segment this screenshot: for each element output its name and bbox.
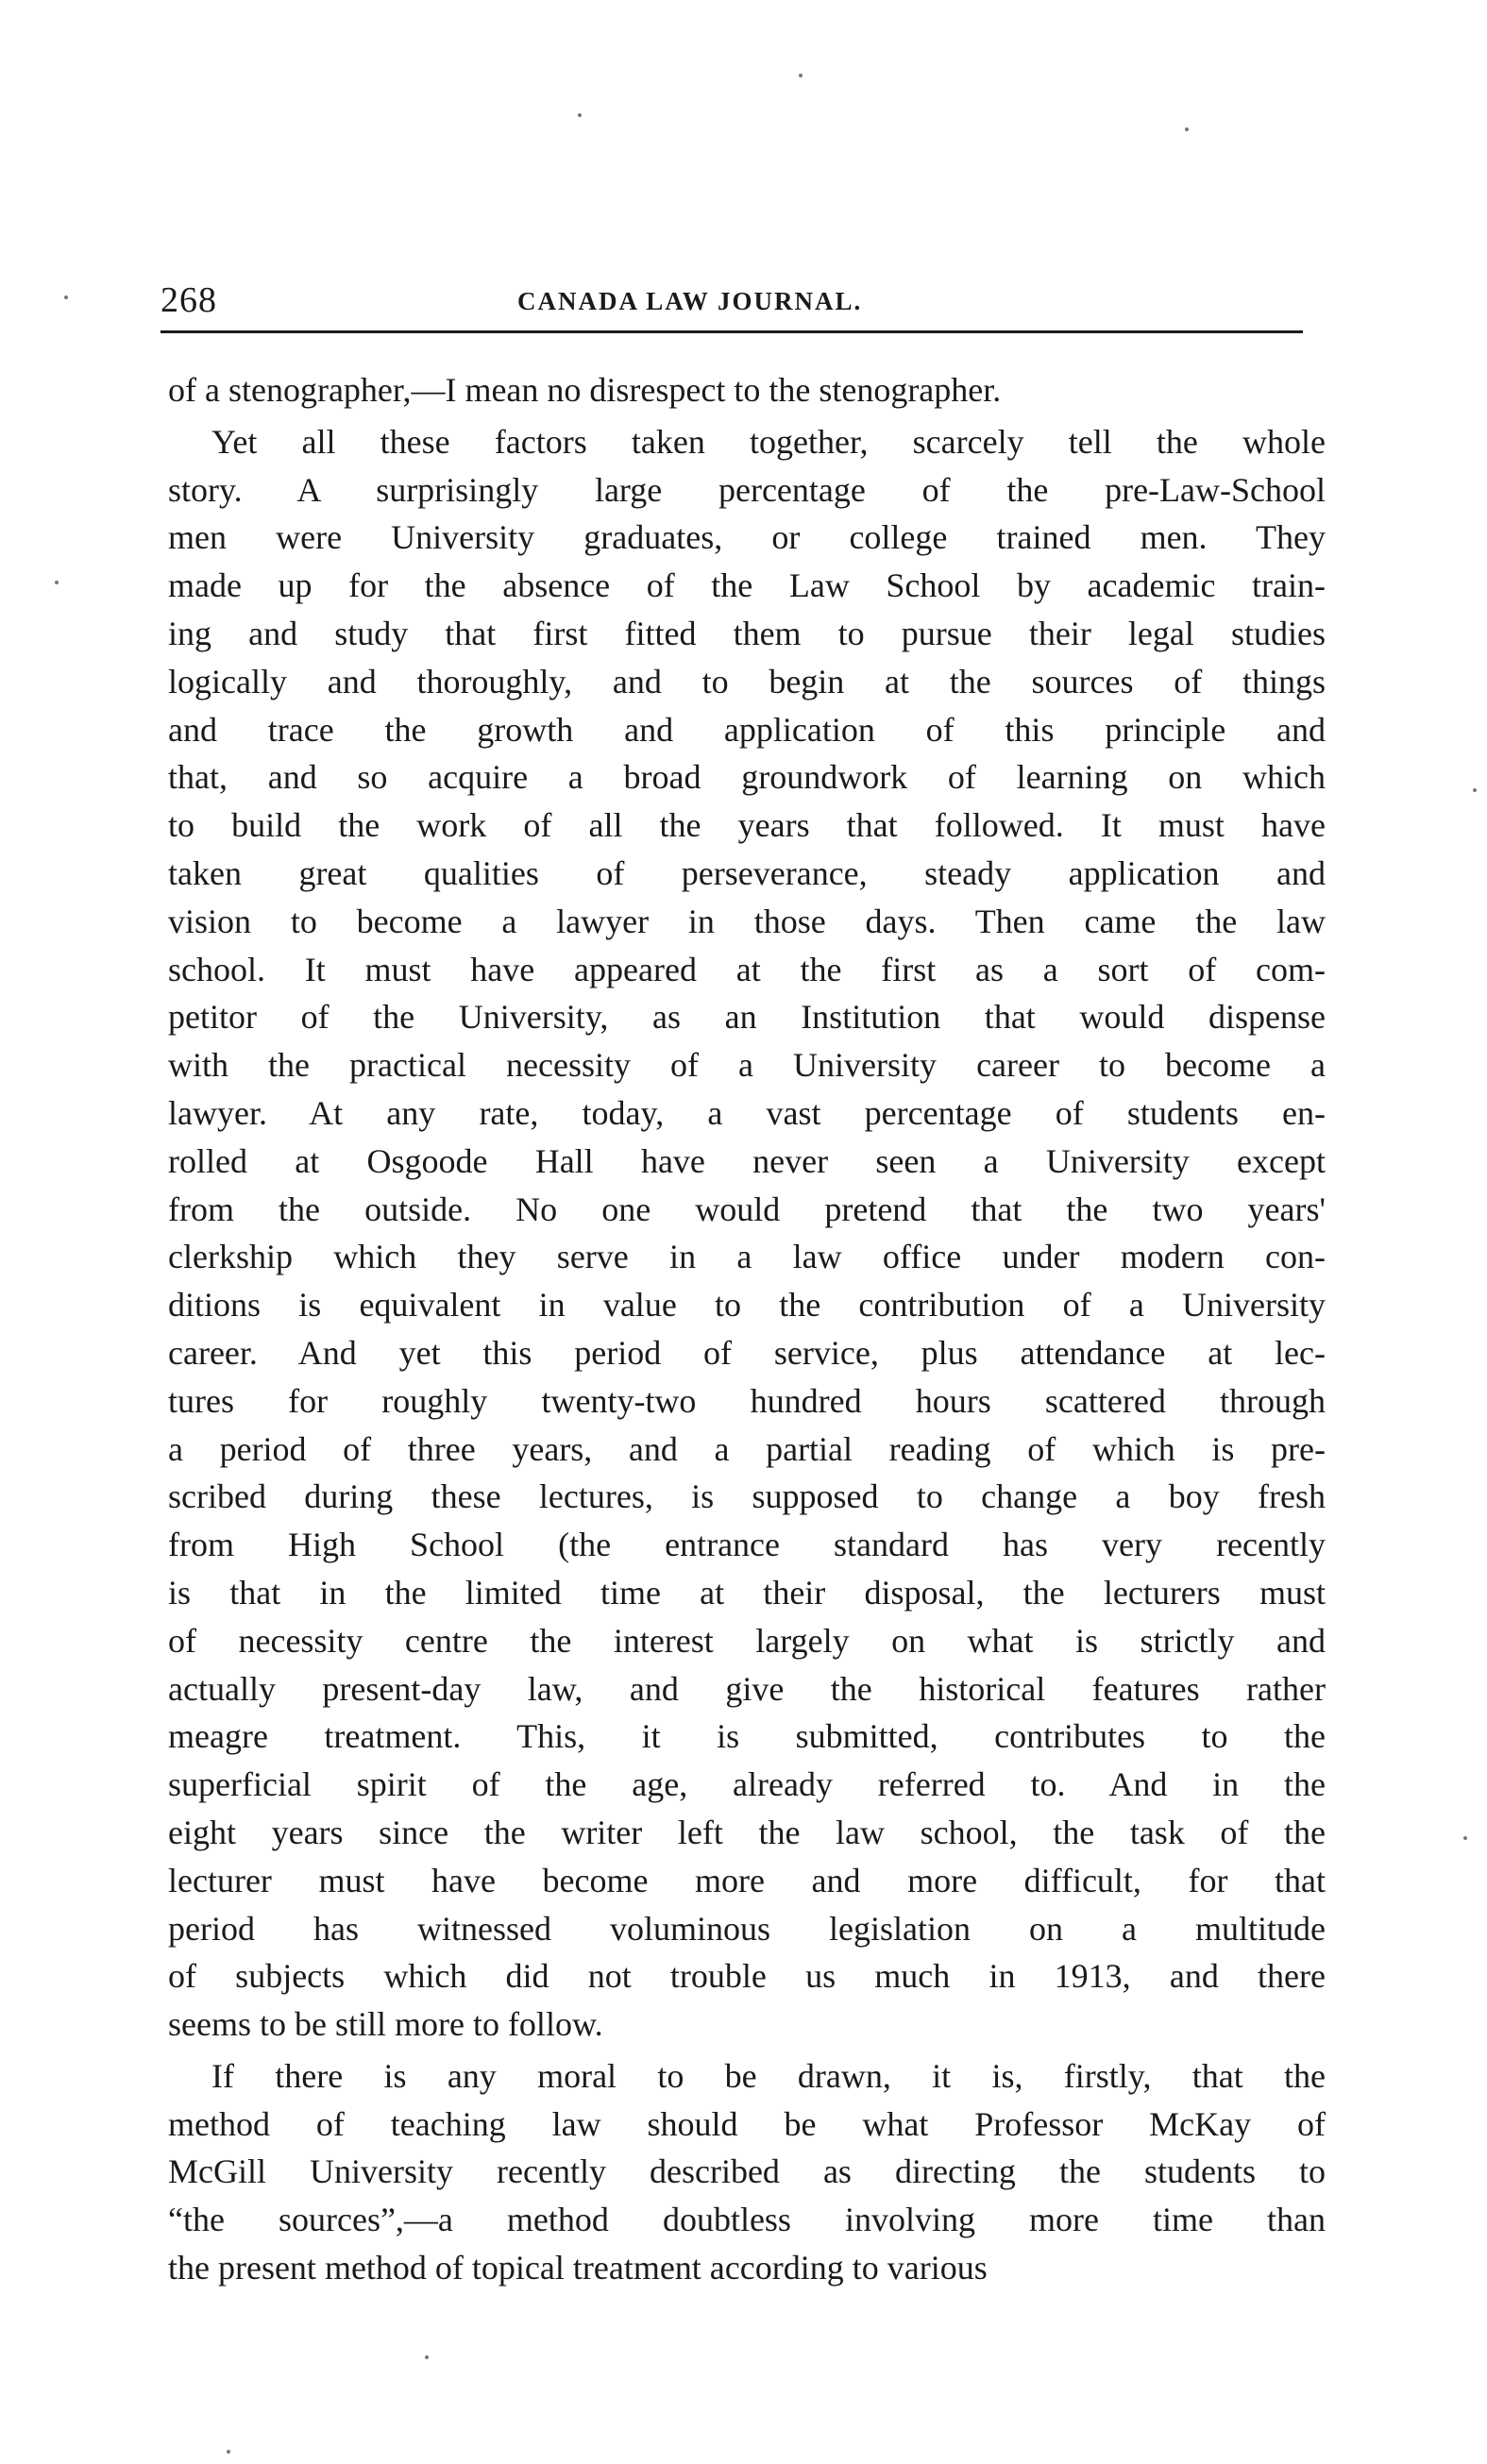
scan-speck <box>578 113 582 117</box>
text-line: with the practical necessity of a University career to become a <box>168 1046 1326 1085</box>
text-line: seems to be still more to follow. <box>168 2005 603 2044</box>
text-line: tures for roughly twenty-two hundred hours scattered through <box>168 1381 1326 1420</box>
text-line: is that in the limited time at their disposal, the lecturers must <box>168 1573 1326 1612</box>
text-line: ditions is equivalent in value to the contribution of a University <box>168 1286 1326 1325</box>
scan-speck <box>55 581 59 584</box>
text-line: method of teaching law should be what Professor McKay of <box>168 2104 1326 2143</box>
text-line: of necessity centre the interest largely on what is strictly and <box>168 1621 1326 1660</box>
text-line: a period of three years, and a partial reading of which is pre- <box>168 1429 1326 1468</box>
text-line: actually present-day law, and give the historical features rather <box>168 1669 1326 1708</box>
text-line: lecturer must have become more and more difficult, for that <box>168 1861 1326 1899</box>
text-line: meagre treatment. This, it is submitted, contributes to the <box>168 1717 1326 1756</box>
paragraph <box>168 2052 1326 2292</box>
text-line: “the sources”,—a method doubtless involving more time than <box>168 2201 1326 2239</box>
text-line: If there is any moral to be drawn, it is, firstly, that the <box>211 2056 1326 2095</box>
text-line: period has witnessed voluminous legislation on a multitude <box>168 1909 1326 1948</box>
text-line: taken great qualities of perseverance, steady application and <box>168 853 1326 892</box>
text-line: from High School (the entrance standard has very recently <box>168 1526 1326 1564</box>
text-line: McGill University recently described as directing the students to <box>168 2152 1326 2191</box>
text-line: superficial spirit of the age, already referred to. And in the <box>168 1765 1326 1804</box>
scan-speck <box>64 295 68 299</box>
text-line: eight years since the writer left the law school, the task of the <box>168 1813 1326 1851</box>
text-line: men were University graduates, or college trained men. They <box>168 518 1326 557</box>
text-line: career. And yet this period of service, plus attendance at lec- <box>168 1333 1326 1372</box>
text-line: petitor of the University, as an Institution that would dispense <box>168 998 1326 1037</box>
text-line: rolled at Osgoode Hall have never seen a University except <box>168 1141 1326 1180</box>
scan-speck <box>1463 1836 1467 1840</box>
text-line: made up for the absence of the Law School by academic train- <box>168 566 1326 605</box>
text-line: of a stenographer,—I mean no disrespect to the stenographer. <box>168 371 1002 409</box>
text-line: the present method of topical treatment according to various <box>168 2249 988 2287</box>
text-line: ing and study that first fitted them to pursue their legal studies <box>168 614 1326 652</box>
text-line: Yet all these factors taken together, scarcely tell the whole <box>211 422 1326 461</box>
scan-speck <box>227 2450 230 2454</box>
text-line: story. A surprisingly large percentage of the pre-Law-School <box>168 470 1326 509</box>
paragraph <box>168 366 1326 414</box>
text-line: logically and thoroughly, and to begin at the sources of things <box>168 662 1326 700</box>
text-line: lawyer. At any rate, today, a vast percentage of students en- <box>168 1093 1326 1132</box>
text-line: scribed during these lectures, is supposed to change a boy fresh <box>168 1477 1326 1516</box>
page-header <box>161 277 1303 333</box>
text-line: school. It must have appeared at the first as a sort of com- <box>168 950 1326 988</box>
header-rule <box>161 330 1303 333</box>
scan-speck <box>1473 788 1477 792</box>
text-line: vision to become a lawyer in those days. Then came the law <box>168 902 1326 940</box>
text-line: that, and so acquire a broad groundwork of learning on which <box>168 758 1326 797</box>
text-line: clerkship which they serve in a law office under modern con- <box>168 1238 1326 1276</box>
paragraph <box>168 418 1326 2049</box>
text-line: to build the work of all the years that followed. It must have <box>168 806 1326 845</box>
scan-speck <box>425 2355 429 2359</box>
running-head: CANADA LAW JOURNAL. <box>517 287 863 315</box>
page-number: 268 <box>161 280 217 320</box>
scan-speck <box>1185 127 1189 131</box>
text-line: from the outside. No one would pretend that the two years' <box>168 1190 1326 1228</box>
text-line: of subjects which did not trouble us much in 1913, and there <box>168 1957 1326 1996</box>
scan-speck <box>799 74 803 77</box>
text-line: and trace the growth and application of this principle and <box>168 710 1326 749</box>
body-text <box>168 366 1326 2292</box>
